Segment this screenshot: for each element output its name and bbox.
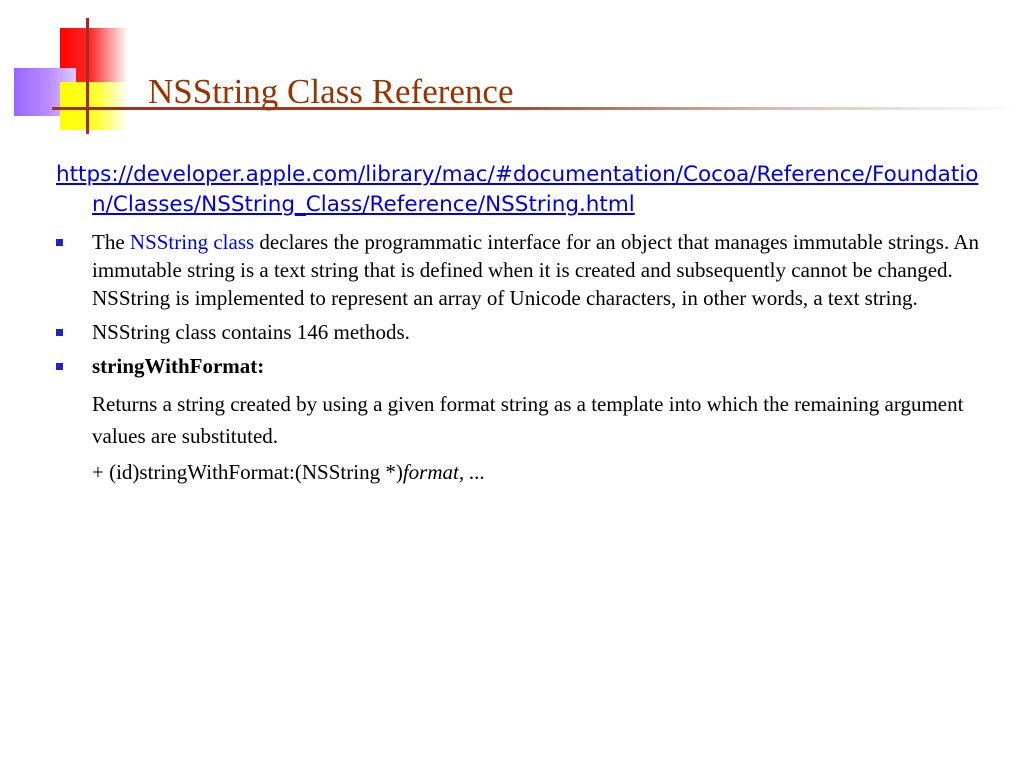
bullet-list <box>56 228 996 380</box>
decorative-vertical-line <box>86 18 89 134</box>
method-description: Returns a string created by using a given format string as a template into which the remaining argument values are substituted. <box>92 392 964 448</box>
bullet-item-description <box>56 228 996 312</box>
method-name: stringWithFormat: <box>92 354 265 378</box>
slide-title: NSString Class Reference <box>148 72 514 111</box>
bullet-text: declares the programmatic interface for an object that manages immutable strings. An immutable string is a text string that is defined when it is created and subsequently cannot be changed. NSString is implemented to represent an array of Unicode characters, in other words, a text string. <box>92 230 979 310</box>
bullet-item-method-count <box>56 318 996 346</box>
method-signature <box>56 458 996 486</box>
bullet-item-method-name <box>56 352 996 380</box>
bullet-prefix: The <box>92 230 130 254</box>
signature-params: format, ... <box>402 460 486 484</box>
signature-prefix: + (id)stringWithFormat:(NSString *) <box>92 460 403 484</box>
documentation-link[interactable]: https://developer.apple.com/library/mac/#documentation/Cocoa/Reference/Foundation/Classes/NSString_Class/Reference/NSString.html <box>56 162 979 217</box>
decorative-yellow-block <box>60 82 128 130</box>
square-bullet-icon <box>56 329 63 336</box>
square-bullet-icon <box>56 239 63 246</box>
bullet-text: NSString class contains 146 methods. <box>92 320 410 344</box>
slide-content <box>56 160 996 486</box>
square-bullet-icon <box>56 363 63 370</box>
nsstring-class-highlight: NSString class <box>129 230 255 254</box>
